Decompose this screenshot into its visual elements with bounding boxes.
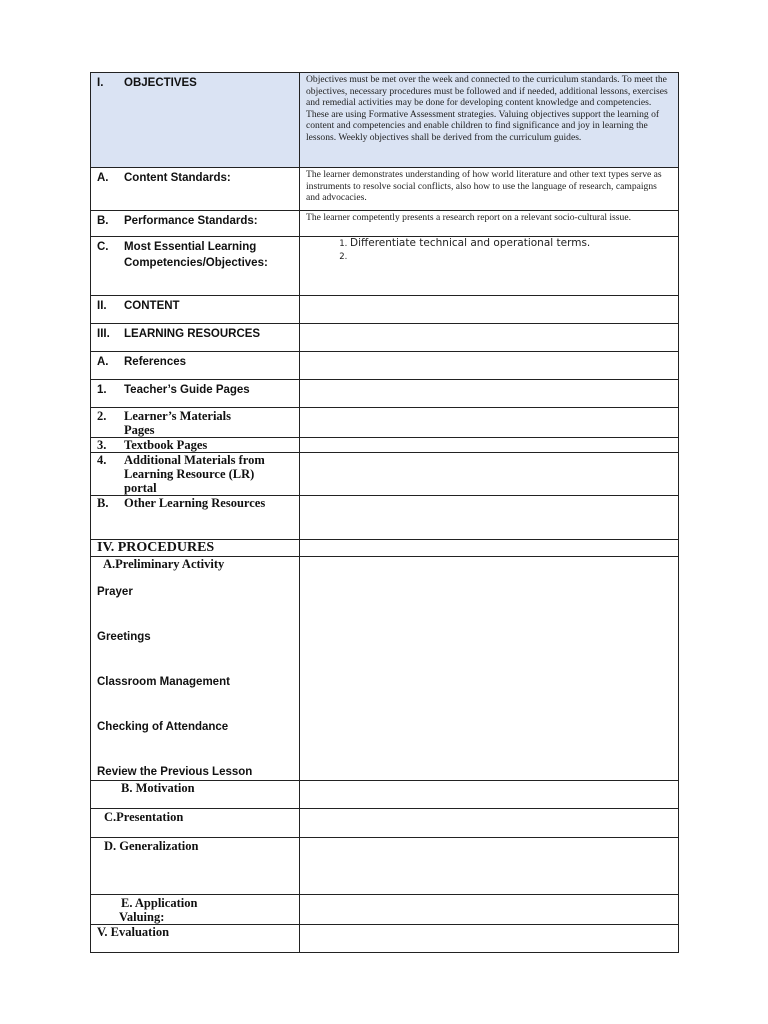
step-review-previous-lesson: Review the Previous Lesson — [97, 766, 253, 778]
references-value-cell[interactable] — [300, 352, 679, 380]
evaluation-value-cell[interactable] — [300, 925, 679, 953]
objectives-label: OBJECTIVES — [124, 77, 197, 89]
procedures-heading: IV. PROCEDURES — [97, 540, 215, 555]
presentation-value-cell[interactable] — [300, 809, 679, 838]
motivation-value-cell[interactable] — [300, 781, 679, 809]
competencies-list — [300, 237, 678, 263]
textbook-number: 3. — [97, 438, 107, 452]
row-motivation — [91, 781, 679, 809]
row-additional-materials — [91, 453, 679, 496]
additional-materials-label: Additional Materials from Learning Resource (LR) portal — [124, 453, 265, 495]
content-number: II. — [97, 300, 107, 312]
row-learning-resources — [91, 324, 679, 352]
performance-standards-label-cell — [91, 211, 300, 237]
learning-resources-label-cell — [91, 324, 300, 352]
other-resources-value-cell[interactable] — [300, 496, 679, 540]
objectives-label-cell — [91, 73, 300, 168]
other-resources-number: B. — [97, 496, 109, 510]
references-label: References — [124, 356, 187, 368]
row-references — [91, 352, 679, 380]
row-preliminary-activity — [91, 557, 679, 781]
row-objectives — [91, 73, 679, 168]
presentation-label: C.Presentation — [104, 810, 184, 824]
content-standards-label-cell — [91, 168, 300, 211]
generalization-label: D. Generalization — [104, 839, 199, 853]
teachers-guide-label: Teacher’s Guide Pages — [124, 384, 250, 396]
performance-standards-text-cell — [300, 211, 679, 237]
content-label: CONTENT — [124, 300, 180, 312]
textbook-value-cell[interactable] — [300, 438, 679, 453]
evaluation-label: V. Evaluation — [97, 925, 170, 939]
textbook-label-cell — [91, 438, 300, 453]
preliminary-activity-cell — [91, 557, 300, 781]
learning-resources-number: III. — [97, 328, 110, 340]
row-competencies — [91, 237, 679, 296]
performance-standards-text: The learner competently presents a research report on a relevant socio-cultural issue. — [306, 212, 631, 223]
row-teachers-guide — [91, 380, 679, 408]
row-application — [91, 895, 679, 925]
lesson-plan-table — [90, 72, 679, 953]
step-checking-attendance: Checking of Attendance — [97, 721, 229, 733]
step-greetings: Greetings — [97, 631, 151, 643]
valuing-label: Valuing: — [119, 910, 165, 924]
row-evaluation — [91, 925, 679, 953]
application-cell — [91, 895, 300, 925]
learning-resources-value-cell[interactable] — [300, 324, 679, 352]
performance-standards-label: Performance Standards: — [124, 215, 258, 227]
row-generalization — [91, 838, 679, 895]
learners-materials-label-cell — [91, 408, 300, 438]
row-procedures-heading — [91, 540, 679, 557]
procedures-heading-value-cell[interactable] — [300, 540, 679, 557]
row-textbook — [91, 438, 679, 453]
objectives-text-cell — [300, 73, 679, 168]
row-content-standards — [91, 168, 679, 211]
competencies-list-cell — [300, 237, 679, 296]
other-resources-label-cell — [91, 496, 300, 540]
teachers-guide-number: 1. — [97, 384, 107, 396]
other-resources-label: Other Learning Resources — [124, 496, 266, 510]
content-standards-number: A. — [97, 172, 109, 184]
competencies-label-cell — [91, 237, 300, 296]
row-other-resources — [91, 496, 679, 540]
preliminary-activity-value-cell[interactable] — [300, 557, 679, 781]
learners-materials-number: 2. — [97, 409, 107, 423]
content-value-cell[interactable] — [300, 296, 679, 324]
content-label-cell — [91, 296, 300, 324]
references-label-cell — [91, 352, 300, 380]
row-performance-standards — [91, 211, 679, 237]
presentation-cell — [91, 809, 300, 838]
competency-item: 1. Differentiate technical and operational terms. — [350, 237, 678, 250]
motivation-label: B. Motivation — [121, 781, 195, 795]
competencies-number: C. — [97, 241, 109, 253]
step-classroom-management: Classroom Management — [97, 676, 230, 688]
objectives-number: I. — [97, 77, 104, 89]
objectives-text: Objectives must be met over the week and connected to the curriculum standards. To meet the objectives, necessary procedures must be followed and if needed, additional lessons, exercises and remedial activities may be done for developing content knowledge and competencies. These are using Formative Assessment strategies. Valuing objectives support the learning of content and competencies and enable children to find significance and joy in learning the lessons. Weekly objectives shall be derived from the curriculum guides. — [306, 74, 668, 143]
application-label: E. Application — [121, 896, 198, 910]
teachers-guide-value-cell[interactable] — [300, 380, 679, 408]
application-value-cell[interactable] — [300, 895, 679, 925]
content-standards-label: Content Standards: — [124, 172, 231, 184]
textbook-label: Textbook Pages — [124, 438, 208, 452]
generalization-cell — [91, 838, 300, 895]
teachers-guide-label-cell — [91, 380, 300, 408]
competency-item — [350, 250, 678, 263]
step-prayer: Prayer — [97, 586, 133, 598]
performance-standards-number: B. — [97, 215, 109, 227]
additional-materials-value-cell[interactable] — [300, 453, 679, 496]
procedures-heading-cell — [91, 540, 300, 557]
evaluation-cell — [91, 925, 300, 953]
content-standards-text: The learner demonstrates understanding of how world literature and other text types serve as instruments to resolve social conflicts, also how to use the language of research, campaigns and advocacies. — [306, 169, 662, 204]
additional-materials-number: 4. — [97, 453, 107, 467]
competencies-label: Most Essential Learning Competencies/Objectives: — [124, 241, 268, 269]
learners-materials-label: Learner’s Materials Pages — [124, 409, 232, 437]
learning-resources-label: LEARNING RESOURCES — [124, 328, 261, 340]
references-number: A. — [97, 356, 109, 368]
row-presentation — [91, 809, 679, 838]
learners-materials-value-cell[interactable] — [300, 408, 679, 438]
row-learners-materials — [91, 408, 679, 438]
preliminary-activity-label: A.Preliminary Activity — [103, 557, 225, 571]
generalization-value-cell[interactable] — [300, 838, 679, 895]
additional-materials-label-cell — [91, 453, 300, 496]
motivation-cell — [91, 781, 300, 809]
content-standards-text-cell — [300, 168, 679, 211]
row-content — [91, 296, 679, 324]
